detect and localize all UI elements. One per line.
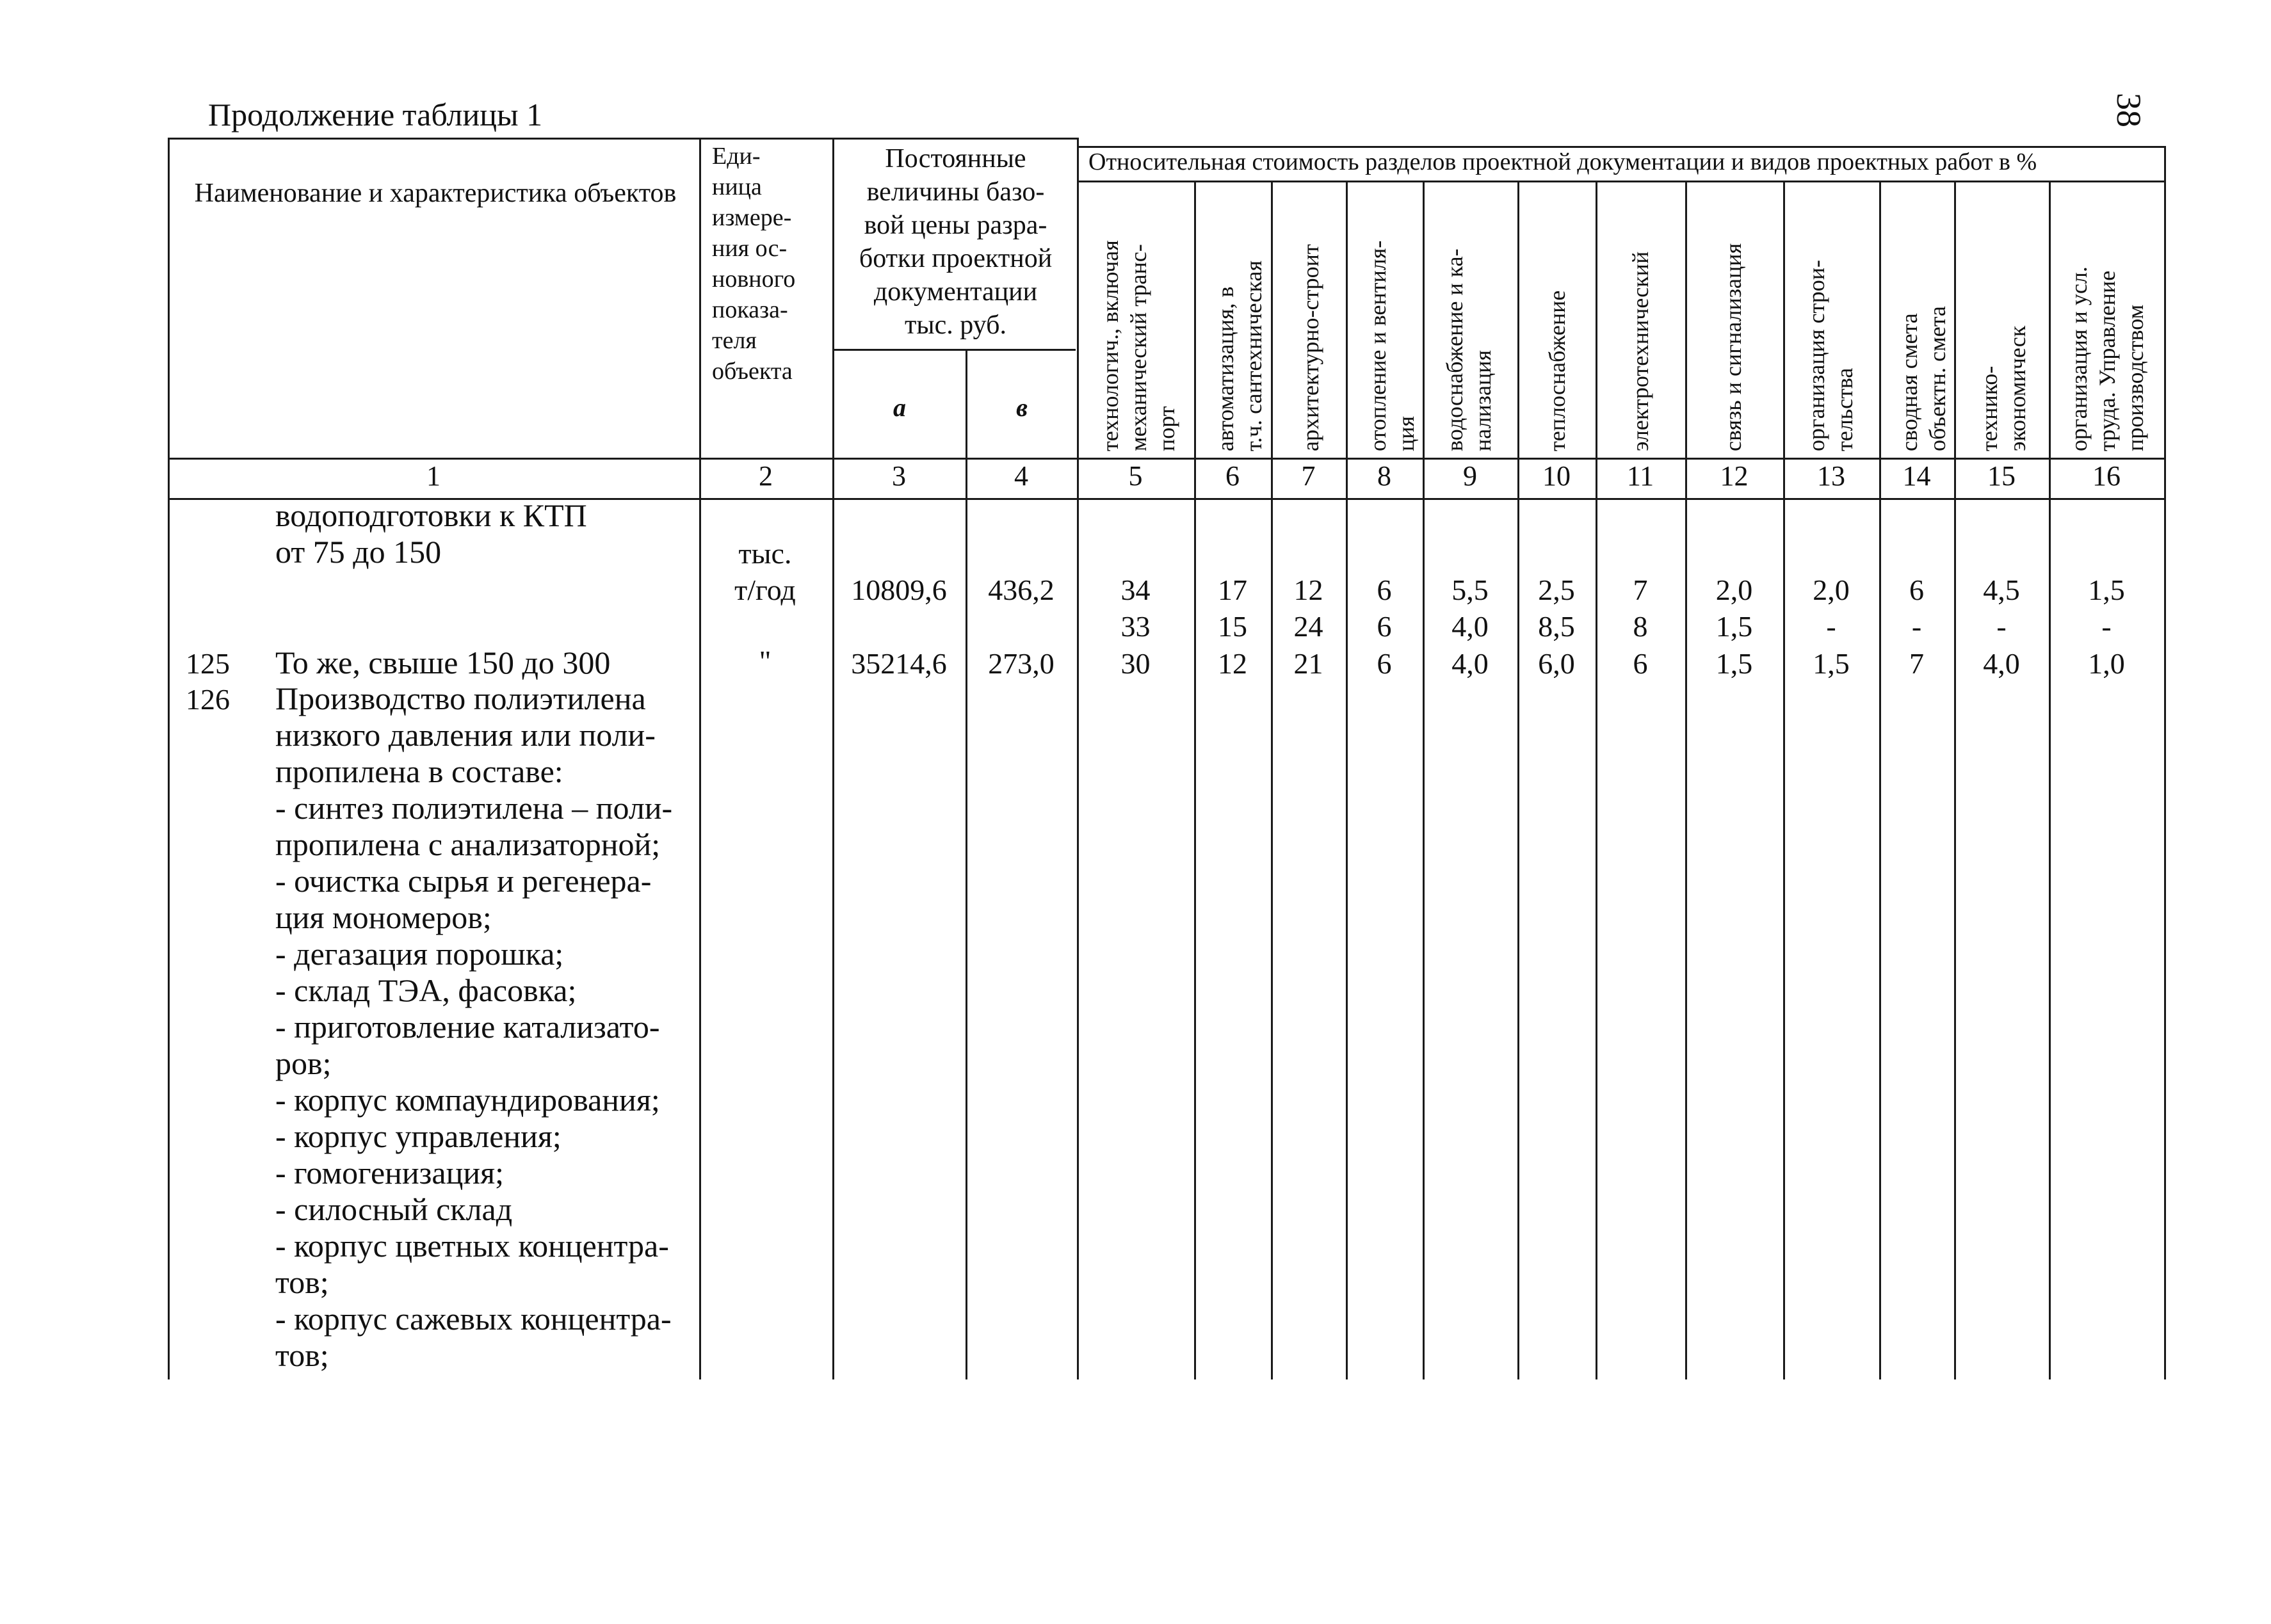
description-line: - корпус компаундирования;: [275, 1082, 660, 1118]
pct-cell: 2,5: [1538, 574, 1575, 606]
header-technological: [1096, 240, 1181, 451]
pct-cell: 8: [1633, 610, 1648, 643]
header-rot-line: объектн. смета: [1925, 306, 1950, 451]
col-number: 13: [1817, 460, 1845, 492]
col-number: 3: [892, 460, 906, 492]
pct-cell: 6: [1377, 610, 1392, 643]
col-number: 14: [1902, 460, 1931, 492]
pct-cell: -: [1826, 610, 1836, 643]
pct-cell: 1,5: [1813, 647, 1850, 680]
header-constants-line: величины базо-: [866, 177, 1045, 207]
header-rot-line: ция: [1393, 415, 1419, 451]
col-number: 5: [1128, 460, 1143, 492]
header-col-a: а: [893, 393, 906, 422]
header-rot-line: водоснабжение и ка-: [1442, 248, 1467, 451]
pct-cell: 4,0: [1983, 647, 2020, 680]
table-caption: Продолжение таблицы 1: [208, 97, 543, 133]
description-line: - склад ТЭА, фасовка;: [275, 972, 577, 1008]
description-line: тов;: [275, 1337, 329, 1373]
header-constants-line: документации: [873, 277, 1038, 307]
header-rot-line: производством: [2122, 304, 2148, 451]
header-technical-economic: [1975, 326, 2032, 451]
col-number: 7: [1301, 460, 1316, 492]
ab-divider: [832, 349, 1076, 351]
pct-cell: 2,0: [1715, 574, 1753, 606]
col-number: 1: [426, 460, 440, 492]
description-line: низкого давления или поли-: [275, 717, 656, 753]
header-construction-org: [1802, 260, 1859, 451]
pct-cell: 6,0: [1538, 647, 1575, 680]
header-unit-line: объекта: [712, 358, 793, 385]
row-number: 126: [186, 683, 230, 716]
description-line: тов;: [275, 1264, 329, 1300]
value-b: 436,2: [988, 574, 1055, 606]
pct-cell: 12: [1218, 647, 1247, 680]
pct-cell: 7: [1633, 574, 1648, 606]
header-heat-supply: [1543, 291, 1571, 451]
pct-cell: 8,5: [1538, 610, 1575, 643]
header-summary-estimate: [1895, 306, 1952, 451]
header-rot-line: технико-: [1976, 366, 2002, 451]
header-rot-line: отопление и вентиля-: [1365, 240, 1391, 451]
vline-8: [1423, 181, 1425, 1379]
pct-cell: 15: [1218, 610, 1247, 643]
col-number: 15: [1987, 460, 2016, 492]
header-automation: [1211, 261, 1268, 451]
pct-cell: 4,0: [1451, 610, 1489, 643]
col-number: 6: [1225, 460, 1240, 492]
header-rot-line: архитектурно-строит: [1298, 244, 1323, 451]
unit-cell: т/год: [734, 574, 796, 606]
pct-cell: 2,0: [1813, 574, 1850, 606]
header-labor-org: [2065, 266, 2149, 451]
rel-cost-underline: [1077, 181, 2165, 182]
description-line: - синтез полиэтилена – поли-: [275, 790, 673, 826]
header-unit-line: новного: [712, 266, 796, 293]
intro-line: водоподготовки к КТП: [275, 497, 587, 533]
description-line: - очистка сырья и регенера-: [275, 863, 652, 899]
vline-13: [1879, 181, 1881, 1379]
pct-cell: 1,5: [2088, 574, 2125, 606]
vline-7: [1346, 181, 1348, 1379]
value-b: 273,0: [988, 647, 1055, 680]
pct-cell: 17: [1218, 574, 1247, 606]
vline-6: [1271, 181, 1273, 1379]
description-line: ров;: [275, 1045, 332, 1081]
header-unit-line: Еди-: [712, 143, 761, 170]
header-unit-line: ница: [712, 173, 762, 200]
header-col-b: в: [1016, 393, 1028, 422]
pct-cell: 24: [1293, 610, 1323, 643]
description-line: пропилена с анализаторной;: [275, 826, 661, 862]
vline-1: [699, 138, 701, 1379]
header-unit-line: теля: [712, 327, 757, 354]
header-rot-line: экономическ: [2005, 325, 2030, 451]
header-constants-line: вой цены разра-: [864, 211, 1047, 240]
pct-cell: 4,0: [1451, 647, 1489, 680]
vline-15: [2049, 181, 2051, 1379]
vline-16: [2164, 146, 2166, 1379]
pct-cell: 34: [1120, 574, 1151, 606]
pct-cell: 30: [1120, 647, 1151, 680]
header-communication: [1719, 243, 1747, 451]
pct-cell: 6: [1377, 647, 1392, 680]
description-line: - дегазация порошка;: [275, 936, 564, 972]
header-water: [1441, 248, 1497, 451]
row125-text: То же, свыше 150 до 300: [275, 645, 611, 680]
header-rot-line: сводная смета: [1896, 313, 1922, 451]
header-constants: [836, 142, 1076, 342]
header-unit-line: показа-: [712, 296, 788, 323]
header-constants-line: тыс. руб.: [905, 310, 1006, 340]
header-rot-line: технологич., включая: [1097, 240, 1123, 451]
intro-line: от 75 до 150: [275, 534, 442, 570]
vline-11: [1685, 181, 1687, 1379]
vline-12: [1783, 181, 1785, 1379]
value-a: 10809,6: [851, 574, 947, 606]
pct-cell: 1,0: [2088, 647, 2125, 680]
header-rel-cost: Относительная стоимость разделов проектной документации и видов проектных работ в %: [1088, 149, 2037, 175]
vline-10: [1596, 181, 1597, 1379]
vline-5: [1194, 181, 1196, 1379]
header-rot-line: порт: [1154, 406, 1179, 451]
description-line: пропилена в составе:: [275, 753, 563, 789]
pct-cell: 6: [1633, 647, 1648, 680]
page-number: 38: [2110, 93, 2148, 127]
header-architecture: [1297, 244, 1325, 451]
vline-2: [832, 138, 834, 1379]
header-rot-line: труда. Управление: [2094, 270, 2120, 451]
header-rot-line: связь и сигнализация: [1720, 243, 1746, 451]
vline-9: [1517, 181, 1519, 1379]
col-number: 11: [1626, 460, 1654, 492]
value-a: 35214,6: [851, 647, 947, 680]
pct-cell: 6: [1377, 574, 1392, 606]
pct-cell: 1,5: [1715, 610, 1753, 643]
header-heating: [1364, 241, 1420, 451]
vline-14: [1954, 181, 1956, 1379]
unit-cell: тыс.: [738, 537, 792, 570]
description-line: ция мономеров;: [275, 899, 492, 935]
header-name: Наименование и характеристика объектов: [194, 179, 677, 208]
description-line: - гомогенизация;: [275, 1155, 505, 1191]
col-number: 2: [759, 460, 773, 492]
pct-cell: -: [1996, 610, 2007, 643]
description-line: Производство полиэтилена: [275, 680, 646, 716]
pct-cell: 7: [1909, 647, 1924, 680]
col-number: 4: [1014, 460, 1028, 492]
header-rot-line: автоматизация, в: [1213, 286, 1238, 451]
header-rot-line: организация и усл.: [2066, 266, 2092, 451]
pct-cell: 1,5: [1715, 647, 1753, 680]
description-line: - корпус сажевых концентра-: [275, 1301, 672, 1337]
header-rot-line: нализация: [1470, 350, 1496, 451]
description-line: - корпус цветных концентра-: [275, 1228, 669, 1264]
vline-0: [168, 138, 170, 1379]
header-rot-line: т.ч. сантехническая: [1241, 260, 1266, 451]
pct-cell: -: [1911, 610, 1922, 643]
pct-cell: 12: [1293, 574, 1323, 606]
row-number: 125: [186, 647, 230, 680]
header-unit-line: ния ос-: [712, 235, 788, 262]
header-constants-line: ботки проектной: [859, 244, 1053, 273]
header-rot-line: организация строи-: [1804, 260, 1829, 451]
col-number: 10: [1542, 460, 1571, 492]
description-line: - силосный склад: [275, 1191, 513, 1227]
vline-3: [966, 349, 967, 1379]
header-constants-line: Постоянные: [885, 144, 1026, 173]
pct-cell: 4,5: [1983, 574, 2020, 606]
header-rot-line: тельства: [1832, 367, 1857, 451]
pct-cell: 5,5: [1451, 574, 1489, 606]
header-rot-line: теплоснабжение: [1544, 290, 1570, 451]
description-line: - приготовление катализато-: [275, 1009, 660, 1045]
top-border: [168, 138, 1077, 140]
header-unit-line: измере-: [712, 204, 792, 231]
pct-cell: 21: [1293, 647, 1323, 680]
header-rot-line: электротехнический: [1628, 251, 1653, 451]
description-line: - корпус управления;: [275, 1118, 562, 1154]
col-number: 9: [1463, 460, 1477, 492]
pct-cell: 33: [1120, 610, 1151, 643]
unit-cell: ": [759, 645, 772, 677]
header-unit: [712, 141, 827, 387]
header-rot-line: механический транс-: [1126, 244, 1151, 451]
pct-cell: 6: [1909, 574, 1924, 606]
col-number: 8: [1377, 460, 1391, 492]
col-number: 12: [1720, 460, 1749, 492]
pct-cell: -: [2101, 610, 2112, 643]
vline-4: [1077, 138, 1079, 1379]
header-electrical: [1626, 252, 1654, 451]
col-number: 16: [2092, 460, 2121, 492]
